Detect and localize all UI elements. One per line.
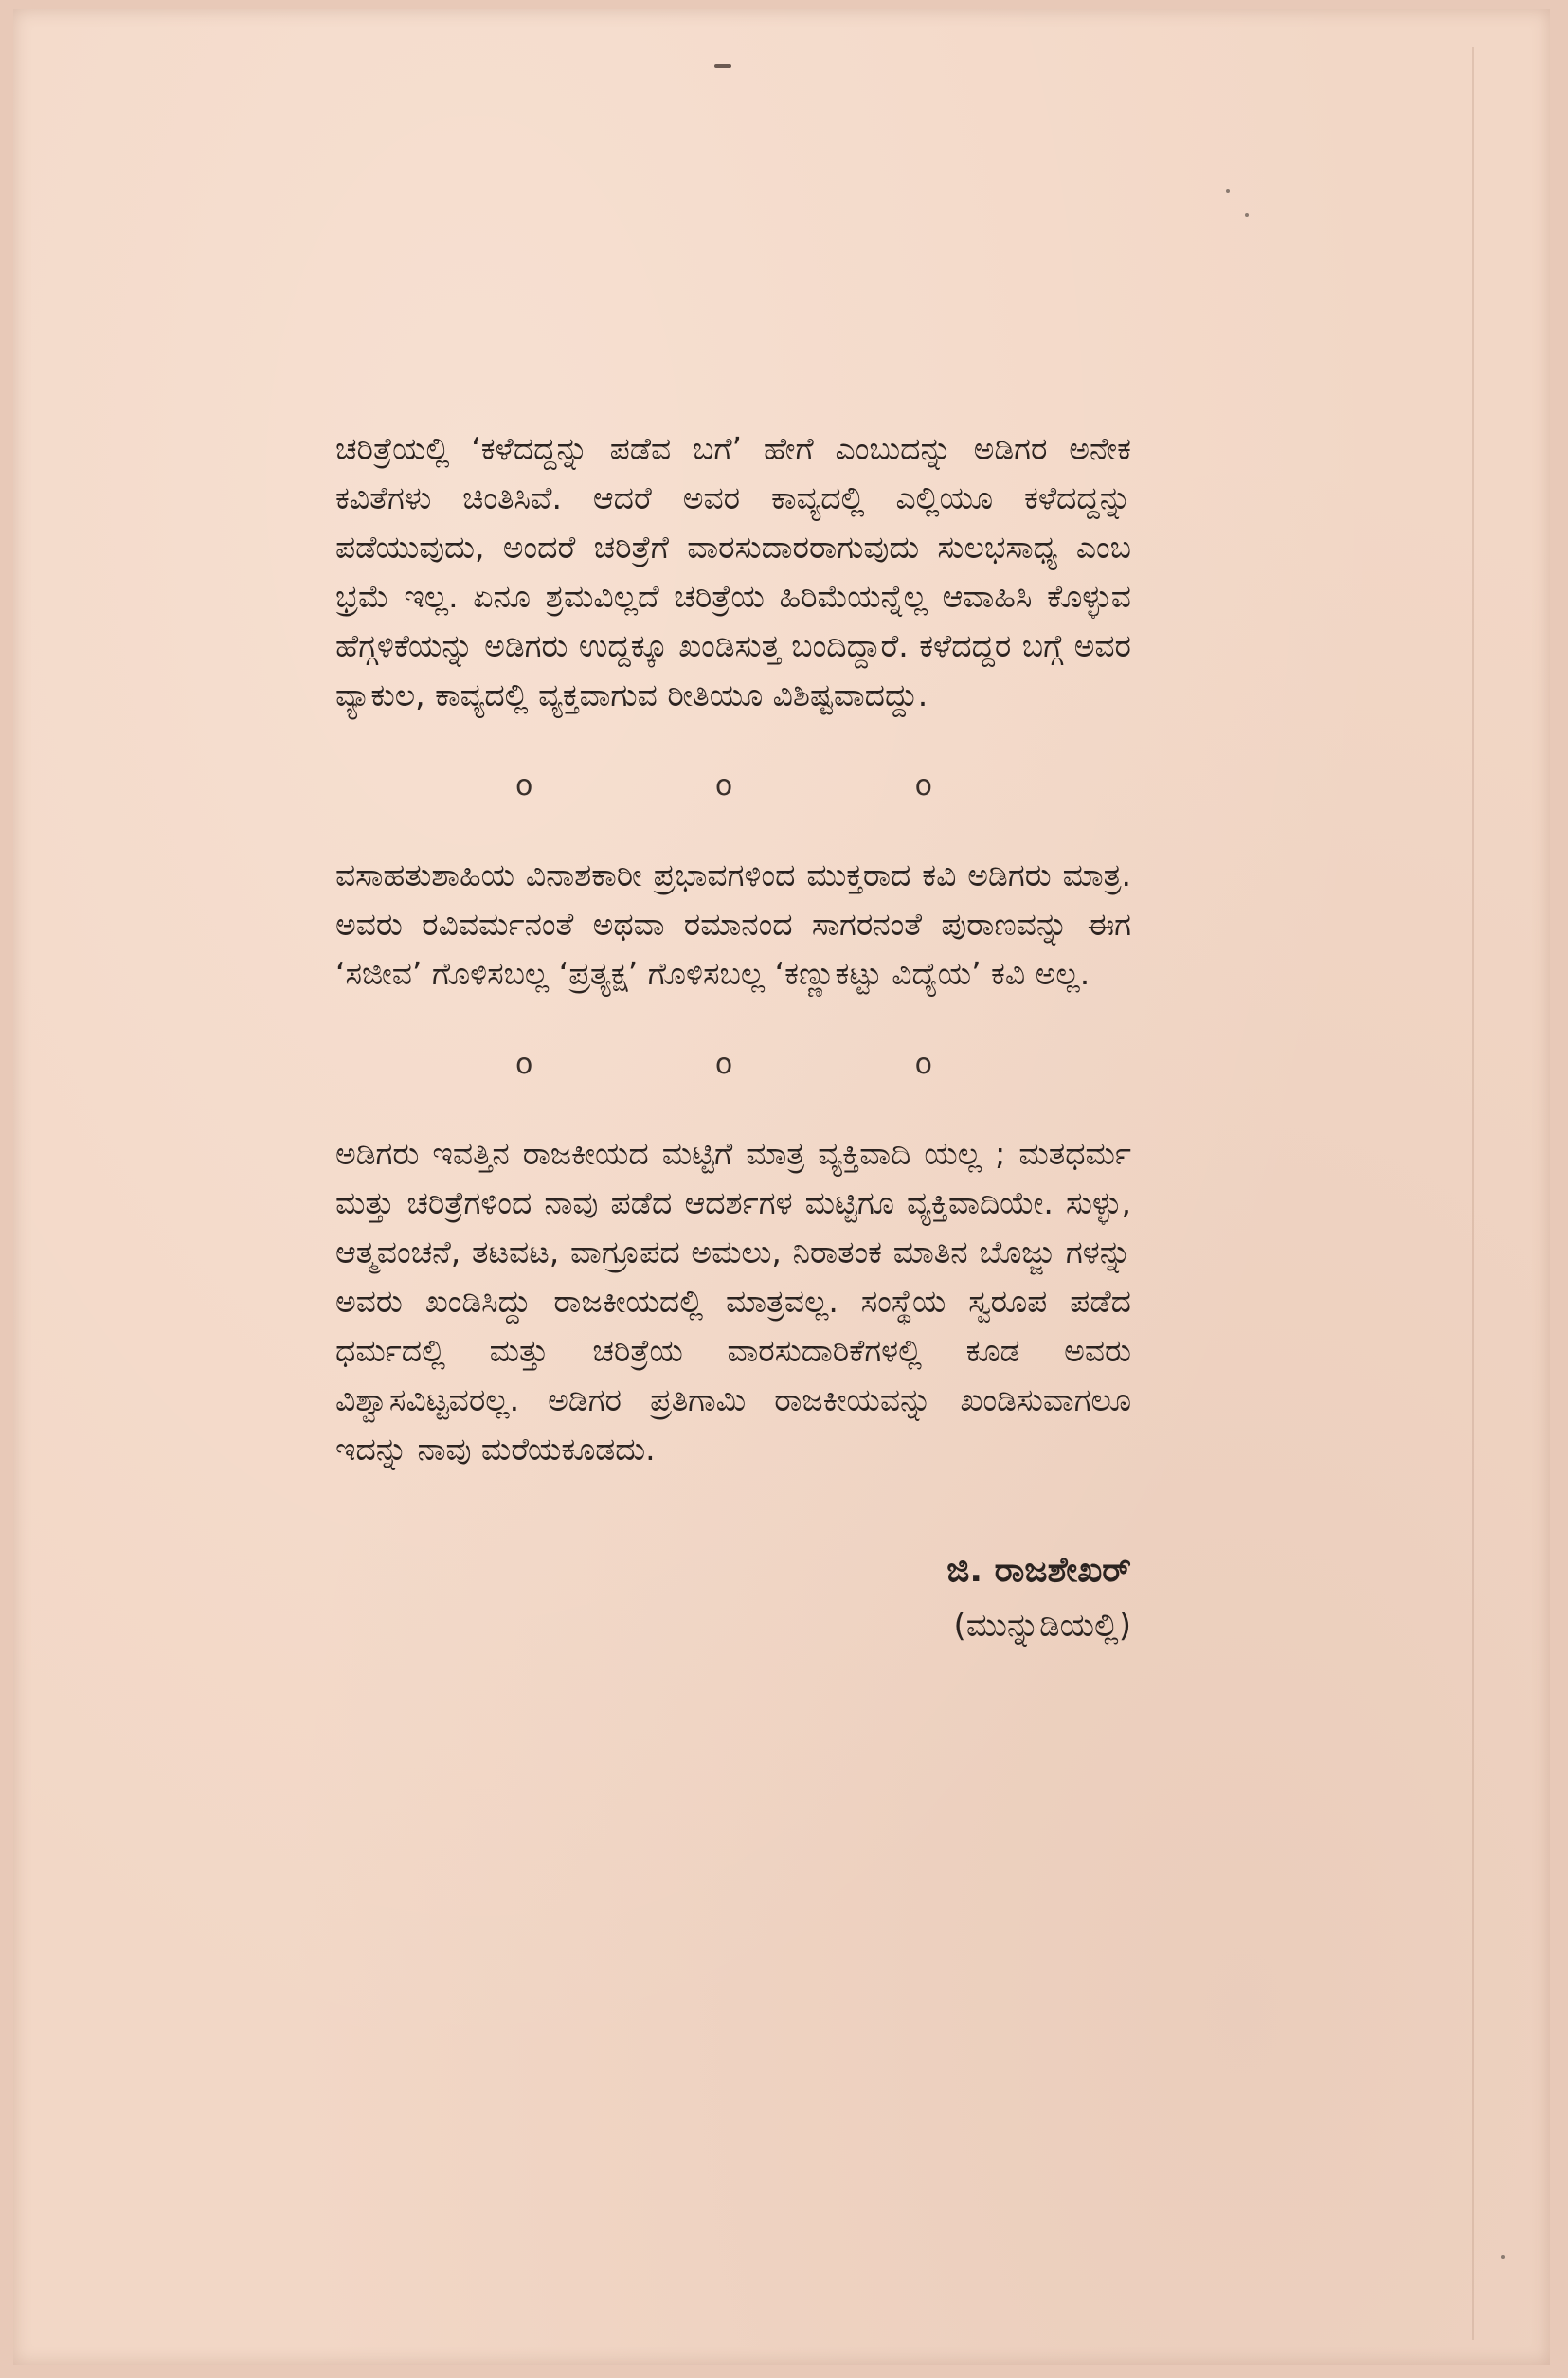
print-mark bbox=[714, 64, 731, 68]
divider-mark: o bbox=[914, 769, 932, 802]
paper-speck bbox=[1245, 213, 1249, 217]
divider-mark: o bbox=[914, 1048, 932, 1081]
paper-speck bbox=[1226, 189, 1230, 193]
paper-speck bbox=[1501, 2255, 1505, 2259]
divider-mark: o bbox=[515, 769, 533, 802]
book-back-cover bbox=[13, 9, 1550, 2365]
signature-source-note: (ಮುನ್ನುಡಿಯಲ್ಲಿ) bbox=[953, 1607, 1131, 1645]
paragraph-1: ಚರಿತ್ರೆಯಲ್ಲಿ ‘ಕಳೆದದ್ದನ್ನು ಪಡೆವ ಬಗೆ’ ಹೇಗೆ ಎಂಬುದನ್ನು ಅಡಿಗರ ಅನೇಕ ಕವಿತೆಗಳು ಚಿಂತಿಸಿವೆ. ಆದರೆ ಅವರ ಕಾವ್ಯದಲ್ಲಿ ಎಲ್ಲಿಯೂ ಕಳೆದದ್ದನ್ನು ಪಡೆಯುವುದು, ಅಂದರೆ ಚರಿತ್ರೆಗೆ ವಾರಸುದಾರರಾಗುವುದು ಸುಲಭಸಾಧ್ಯ ಎಂಬ ಭ್ರಮೆ ಇಲ್ಲ. ಏನೂ ಶ್ರಮವಿಲ್ಲದೆ ಚರಿತ್ರೆಯ ಹಿರಿಮೆಯನ್ನೆಲ್ಲ ಆವಾಹಿಸಿ ಕೊಳ್ಳುವ ಹೆಗ್ಗಳಿಕೆಯನ್ನು ಅಡಿಗರು ಉದ್ದಕ್ಕೂ ಖಂಡಿಸುತ್ತ ಬಂದಿದ್ದಾರೆ. ಕಳೆದದ್ದರ ಬಗ್ಗೆ ಅವರ ವ್ಯಾಕುಲ, ಕಾವ್ಯದಲ್ಲಿ ವ್ಯಕ್ತವಾಗುವ ರೀತಿಯೂ ವಿಶಿಷ್ಟವಾದದ್ದು. bbox=[335, 430, 1131, 713]
section-divider bbox=[515, 767, 932, 805]
paragraph-2: ವಸಾಹತುಶಾಹಿಯ ವಿನಾಶಕಾರೀ ಪ್ರಭಾವಗಳಿಂದ ಮುಕ್ತರಾದ ಕವಿ ಅಡಿಗರು ಮಾತ್ರ. ಅವರು ರವಿವರ್ಮನಂತೆ ಅಥವಾ ರಮಾನಂದ ಸಾಗರನಂತೆ ಪುರಾಣವನ್ನು ಈಗ ‘ಸಜೀವ’ ಗೊಳಿಸಬಲ್ಲ ‘ಪ್ರತ್ಯಕ್ಷ’ ಗೊಳಿಸಬಲ್ಲ ‘ಕಣ್ಣುಕಟ್ಟು ವಿದ್ಯೆಯ’ ಕವಿ ಅಲ್ಲ. bbox=[335, 856, 1131, 992]
divider-mark: o bbox=[714, 1048, 733, 1081]
divider-mark: o bbox=[714, 769, 733, 802]
blurb-text bbox=[335, 424, 1131, 1652]
divider-mark: o bbox=[515, 1048, 533, 1081]
signature-author: ಜಿ. ರಾಜಶೇಖರ್ bbox=[946, 1551, 1131, 1590]
section-divider bbox=[515, 1046, 932, 1084]
cover-fold-line bbox=[1472, 47, 1474, 2340]
paragraph-3: ಅಡಿಗರು ಇವತ್ತಿನ ರಾಜಕೀಯದ ಮಟ್ಟಿಗೆ ಮಾತ್ರ ವ್ಯಕ್ತಿವಾದಿ ಯಲ್ಲ ; ಮತಧರ್ಮ ಮತ್ತು ಚರಿತ್ರೆಗಳಿಂದ ನಾವು ಪಡೆದ ಆದರ್ಶಗಳ ಮಟ್ಟಿಗೂ ವ್ಯಕ್ತಿವಾದಿಯೇ. ಸುಳ್ಳು, ಆತ್ಮವಂಚನೆ, ತಟವಟ, ವಾಗ್ರೂಪದ ಅಮಲು, ನಿರಾತಂಕ ಮಾತಿನ ಬೊಜ್ಜು ಗಳನ್ನು ಅವರು ಖಂಡಿಸಿದ್ದು ರಾಜಕೀಯದಲ್ಲಿ ಮಾತ್ರವಲ್ಲ. ಸಂಸ್ಥೆಯ ಸ್ವರೂಪ ಪಡೆದ ಧರ್ಮದಲ್ಲಿ ಮತ್ತು ಚರಿತ್ರೆಯ ವಾರಸುದಾರಿಕೆಗಳಲ್ಲಿ ಕೂಡ ಅವರು ವಿಶ್ವಾಸವಿಟ್ಟವರಲ್ಲ. ಅಡಿಗರ ಪ್ರತಿಗಾಮಿ ರಾಜಕೀಯವನ್ನು ಖಂಡಿಸುವಾಗಲೂ ಇದನ್ನು ನಾವು ಮರೆಯಕೂಡದು. bbox=[335, 1135, 1131, 1468]
